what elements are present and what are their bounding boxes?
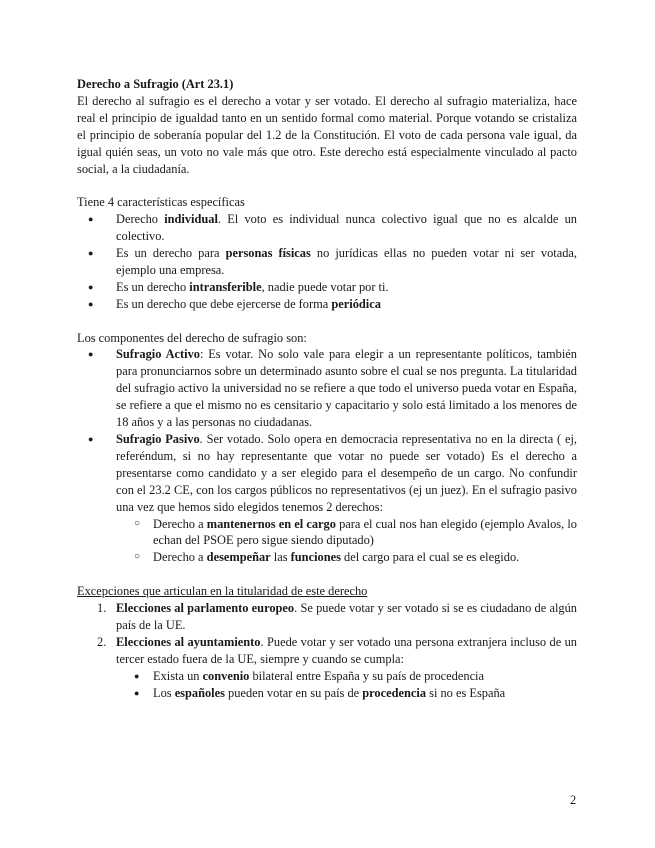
list-item: ● Es un derecho intransferible, nadie puede votar por ti. bbox=[88, 279, 389, 294]
sub-list-item: ○ Derecho a mantenernos en el cargo para el cual nos han elegido (ejemplo Avalos, lo echan del PSOE pero sigue siendo diputado) bbox=[134, 516, 577, 548]
sub-list-item: ● Exista un convenio bilateral entre España y su país de procedencia bbox=[134, 668, 485, 683]
bullet-icon: ● bbox=[134, 670, 140, 681]
bullet-icon: ● bbox=[134, 687, 140, 698]
section-heading: Derecho a Sufragio (Art 23.1) bbox=[77, 77, 234, 91]
intro-paragraph: El derecho al sufragio es el derecho a votar y ser votado. El derecho al sufragio materializa, hace real el principio de igualdad tanto en un sentido formal como material. Porque votando se cristaliza el principio de soberanía popular del 1.2 de la Constitución. El voto de cada persona vale igual, da igual quién seas, un voto no vale más que otro. Este derecho está especialmente vinculado al pacto social, a la ciudadanía. bbox=[77, 93, 577, 176]
bullet-icon: ● bbox=[88, 248, 94, 259]
bullet-icon: ● bbox=[88, 214, 94, 225]
bullet-icon: ● bbox=[88, 349, 94, 360]
document-page bbox=[77, 76, 577, 701]
characteristics-list bbox=[77, 211, 577, 312]
list-item: 2. Elecciones al ayuntamiento. Puede votar y ser votado una persona extranjera incluso de un tercer estado fuera de la UE, siempre y cuando se cumpla: bbox=[97, 634, 577, 666]
list-item: ● Sufragio Activo: Es votar. No solo vale para elegir a un representante políticos, también para pronunciarnos sobre un determinado asunto sobre el cual se nos pregunta. La titularidad del sufragio activo la universidad no se refiere a que todo el universo pueda votar en España, se refiere a que el mismo no es censitario y capacitario y solo está limitado a los menores de 18 años y a las personas no ciudadanas. bbox=[88, 347, 577, 430]
list-item: ● Es un derecho que debe ejercerse de forma periódica bbox=[88, 296, 381, 311]
list-item: 1. Elecciones al parlamento europeo. Se puede votar y ser votado si se es ciudadano de algún país de la UE. bbox=[97, 601, 577, 632]
page-number: 2 bbox=[570, 793, 577, 807]
characteristics-intro: Tiene 4 características específicas bbox=[77, 195, 245, 210]
components-intro: Los componentes del derecho de sufragio son: bbox=[77, 330, 307, 345]
sub-list-item: ○ Derecho a desempeñar las funciones del cargo para el cual se es elegido. bbox=[134, 550, 520, 565]
bullet-icon: ● bbox=[88, 281, 94, 292]
circle-bullet-icon: ○ bbox=[134, 551, 141, 563]
bullet-icon: ● bbox=[88, 298, 94, 309]
circle-bullet-icon: ○ bbox=[134, 517, 141, 529]
list-item: ● Es un derecho para personas físicas no jurídicas ellas no pueden votar ni ser votada, ejemplo una empresa. bbox=[88, 246, 577, 277]
sub-list-item: ● Los españoles pueden votar en su país de procedencia si no es España bbox=[134, 685, 506, 700]
list-item: ● Derecho individual. El voto es individual nunca colectivo igual que no es alcalde un colectivo. bbox=[88, 212, 577, 244]
bullet-icon: ● bbox=[88, 434, 94, 444]
exceptions-heading: Excepciones que articulan en la titularidad de este derecho bbox=[77, 584, 368, 599]
exceptions-list bbox=[77, 600, 577, 701]
components-list bbox=[77, 346, 577, 566]
list-item: ● Sufragio Pasivo. Ser votado. Solo opera en democracia representativa no en la directa ( ej, referéndum, si no hay representante que votar no puede ser votado) Es el derecho a presentarse como candidato y a ser elegido para el desempeño de un cargo. No confundir con el 23.2 CE, con los cargos públicos no representativos (ej un juez). En el sufragio pasivo una vez que hemos sido elegidos tenemos 2 derechos: bbox=[88, 432, 578, 514]
